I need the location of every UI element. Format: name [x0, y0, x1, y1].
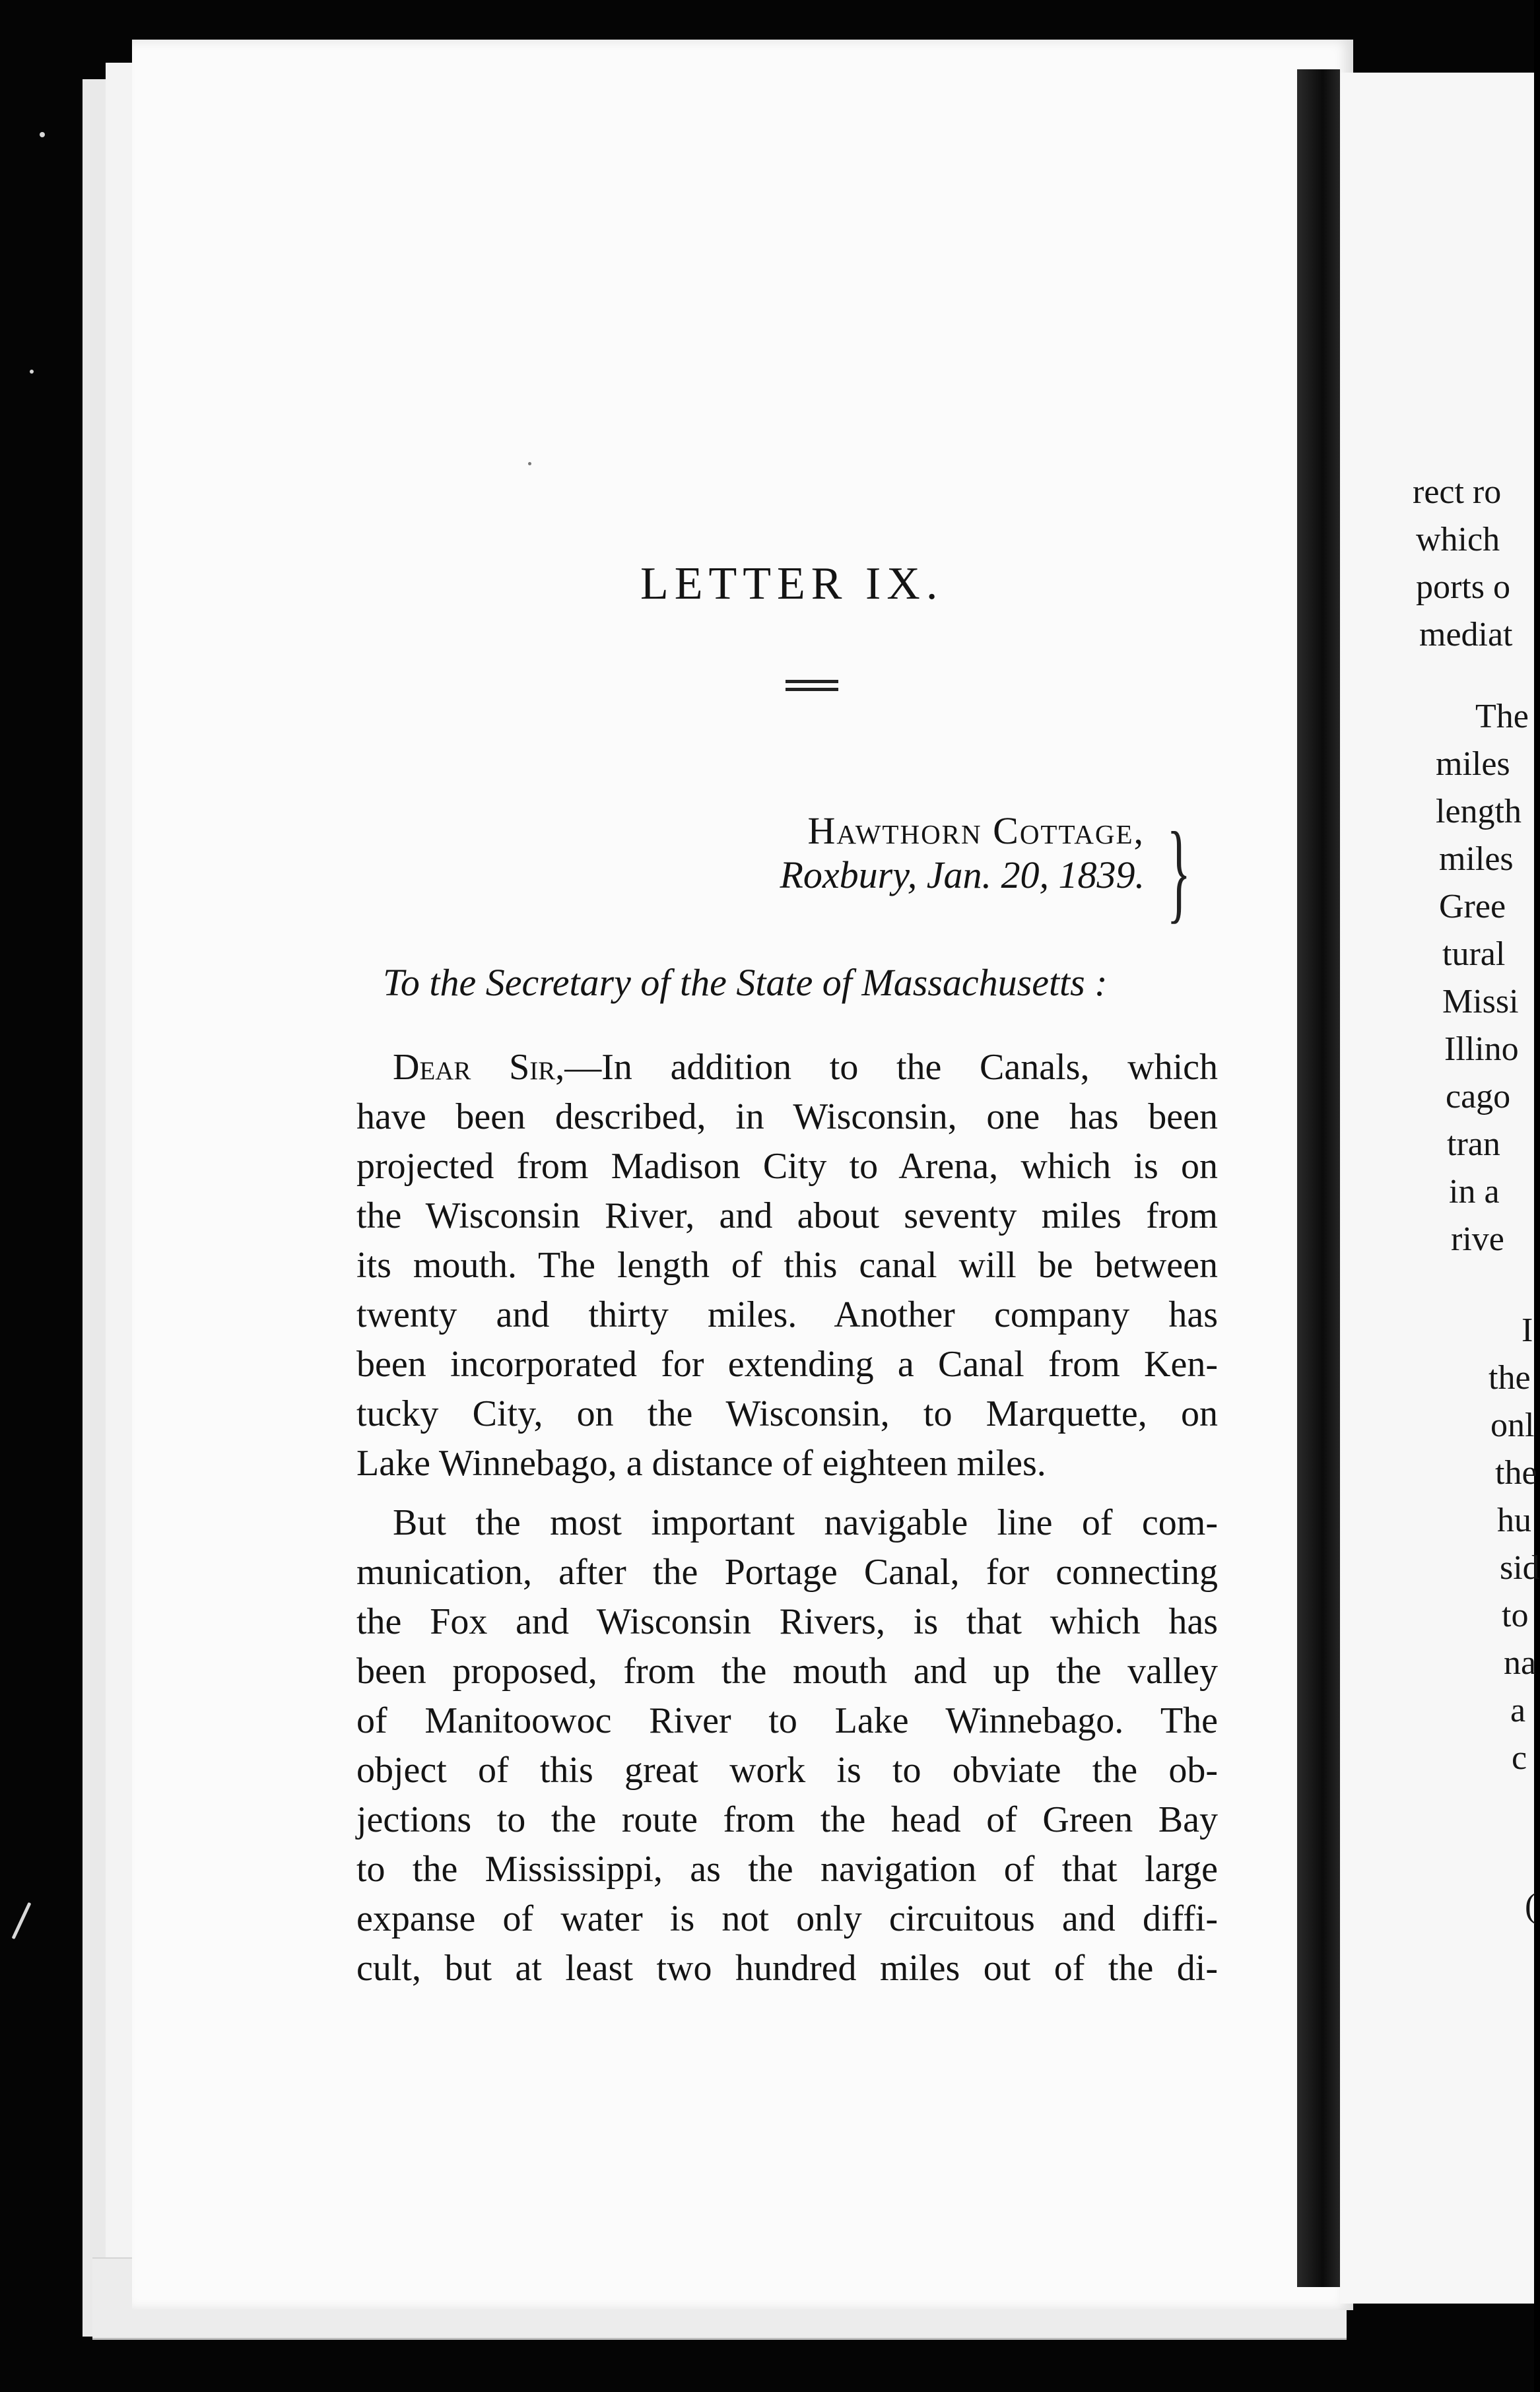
text-line: Dear Sir,—In addition to the Canals, which [393, 1047, 1218, 1088]
facing-text-line: rive [1451, 1220, 1504, 1258]
text-line: the Fox and Wisconsin Rivers, is that which has [356, 1601, 1218, 1642]
facing-text-line: Illino [1444, 1030, 1519, 1068]
text-line: been incorporated for extending a Canal from Ken- [356, 1344, 1218, 1385]
facing-text-line: onl [1490, 1407, 1535, 1444]
facing-text-line: hu [1497, 1502, 1531, 1539]
facing-text-line: I [1522, 1312, 1533, 1349]
text-line: expanse of water is not only circuitous and diffi- [356, 1898, 1218, 1939]
paragraph-2 [356, 1498, 1218, 1993]
scan-speck [40, 132, 45, 137]
scan-speck [30, 370, 34, 374]
scan-speck [12, 1902, 32, 1939]
facing-text-line: rect ro [1413, 473, 1502, 511]
text-line: have been described, in Wisconsin, one has been [356, 1096, 1218, 1137]
facing-text-line: a [1510, 1692, 1526, 1729]
facing-text-line: which [1416, 521, 1500, 558]
facing-text-line: c [1512, 1739, 1527, 1777]
salutation: To the Secretary of the State of Massachusetts : [383, 961, 1108, 1004]
text-line: the Wisconsin River, and about seventy miles from [356, 1195, 1218, 1236]
text-line: Lake Winnebago, a distance of eighteen miles. [356, 1443, 1046, 1484]
place-name: Hawthorn Cottage, [807, 809, 1145, 852]
text-line: to the Mississippi, as the navigation of that large [356, 1849, 1218, 1890]
text-line: been proposed, from the mouth and up the valley [356, 1651, 1218, 1692]
facing-text-line: length [1436, 793, 1522, 830]
place-line-1 [808, 809, 1145, 853]
text-line: cult, but at least two hundred miles out of the di- [356, 1948, 1218, 1989]
text-line: of Manitoowoc River to Lake Winnebago. The [356, 1700, 1218, 1741]
facing-text-line: to [1502, 1597, 1529, 1634]
facing-text-line: tural [1442, 935, 1506, 973]
facing-text-line: sid [1500, 1549, 1540, 1587]
letter-heading: LETTER IX. [640, 558, 944, 609]
scan-speck [528, 462, 531, 465]
book-gutter [1297, 69, 1340, 2287]
facing-text-line: ( [1525, 1887, 1537, 1925]
paragraph-1 [356, 1043, 1218, 1488]
text-line: munication, after the Portage Canal, for connecting [356, 1552, 1218, 1593]
facing-text-line: cago [1446, 1078, 1511, 1115]
heading-rule [786, 680, 838, 683]
facing-text-line: The [1475, 698, 1529, 735]
facing-text-line: miles [1439, 840, 1514, 878]
text-line: twenty and thirty miles. Another company has [356, 1294, 1218, 1335]
facing-text-line: the [1495, 1454, 1537, 1492]
text-line: But the most important navigable line of com- [393, 1502, 1218, 1543]
salutation-lead: Dear Sir, [393, 1047, 565, 1088]
facing-text-line: the [1489, 1359, 1531, 1397]
text-line: its mouth. The length of this canal will be between [356, 1245, 1218, 1286]
facing-text-line: na [1504, 1644, 1537, 1682]
text-line: jections to the route from the head of Green Bay [356, 1799, 1218, 1840]
facing-text-line: miles [1436, 745, 1510, 783]
facing-text-line: Missi [1442, 983, 1519, 1020]
facing-text-line: ports o [1416, 568, 1510, 606]
brace-mark: } [1166, 809, 1191, 933]
facing-page [1340, 73, 1540, 2304]
text-line: projected from Madison City to Arena, which is on [356, 1146, 1218, 1187]
facing-text-line: in a [1449, 1173, 1500, 1211]
heading-rule [786, 688, 838, 691]
facing-text-line: tran [1447, 1125, 1500, 1163]
place-line-2: Roxbury, Jan. 20, 1839. [780, 853, 1145, 896]
facing-text-line: mediat [1419, 616, 1513, 653]
facing-text-line: Gree [1439, 888, 1506, 925]
text-line: object of this great work is to obviate the ob- [356, 1750, 1218, 1791]
text-line: tucky City, on the Wisconsin, to Marquette, on [356, 1393, 1218, 1434]
